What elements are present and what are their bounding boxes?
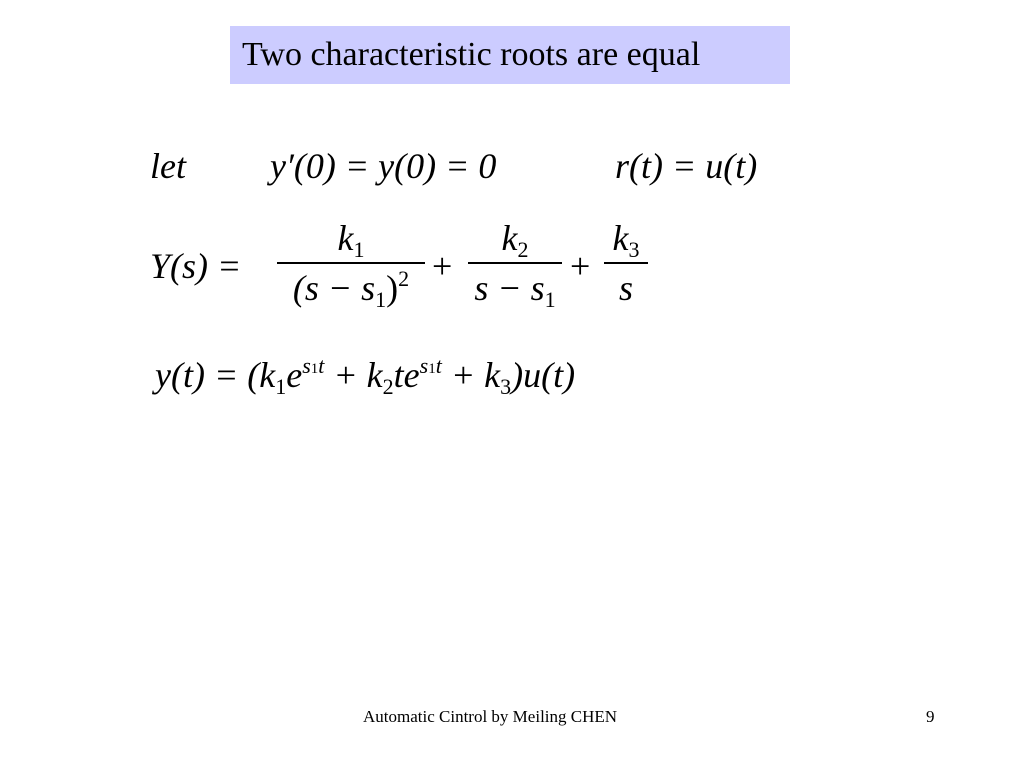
slide-title <box>230 26 790 84</box>
fraction-2-denominator: $s - s_1$ <box>474 268 556 312</box>
fraction-term-2 <box>468 218 562 312</box>
transfer-function-lhs: Y(s) = <box>150 246 242 286</box>
initial-conditions-equation: y′(0) = y(0) = 0 <box>270 146 497 186</box>
input-equation: r(t) = u(t) <box>615 146 758 186</box>
fraction-1-denominator: $(s - s_1)^2$ <box>292 266 410 312</box>
fraction-2-numerator: $k_2$ <box>501 218 529 262</box>
plus-sign-1: + <box>432 246 453 286</box>
footer-text: Automatic Cintrol by Meiling CHEN <box>363 707 618 726</box>
fraction-term-3 <box>604 220 648 306</box>
slide-title-text: Two characteristic roots are equal <box>242 36 701 73</box>
fraction-3-numerator: $k_3$ <box>612 218 640 262</box>
plus-sign-2: + <box>570 246 591 286</box>
fraction-3-denominator: s <box>618 268 633 308</box>
let-keyword: let <box>150 146 186 186</box>
fraction-1-numerator: $k_1$ <box>337 218 365 262</box>
time-response-equation: $y(t) = (k_1e^{s1t} + k_2te^{s1t} + k_3)u(t)$ <box>155 353 576 399</box>
fraction-term-1 <box>277 218 425 312</box>
page-number: 9 <box>926 707 935 726</box>
